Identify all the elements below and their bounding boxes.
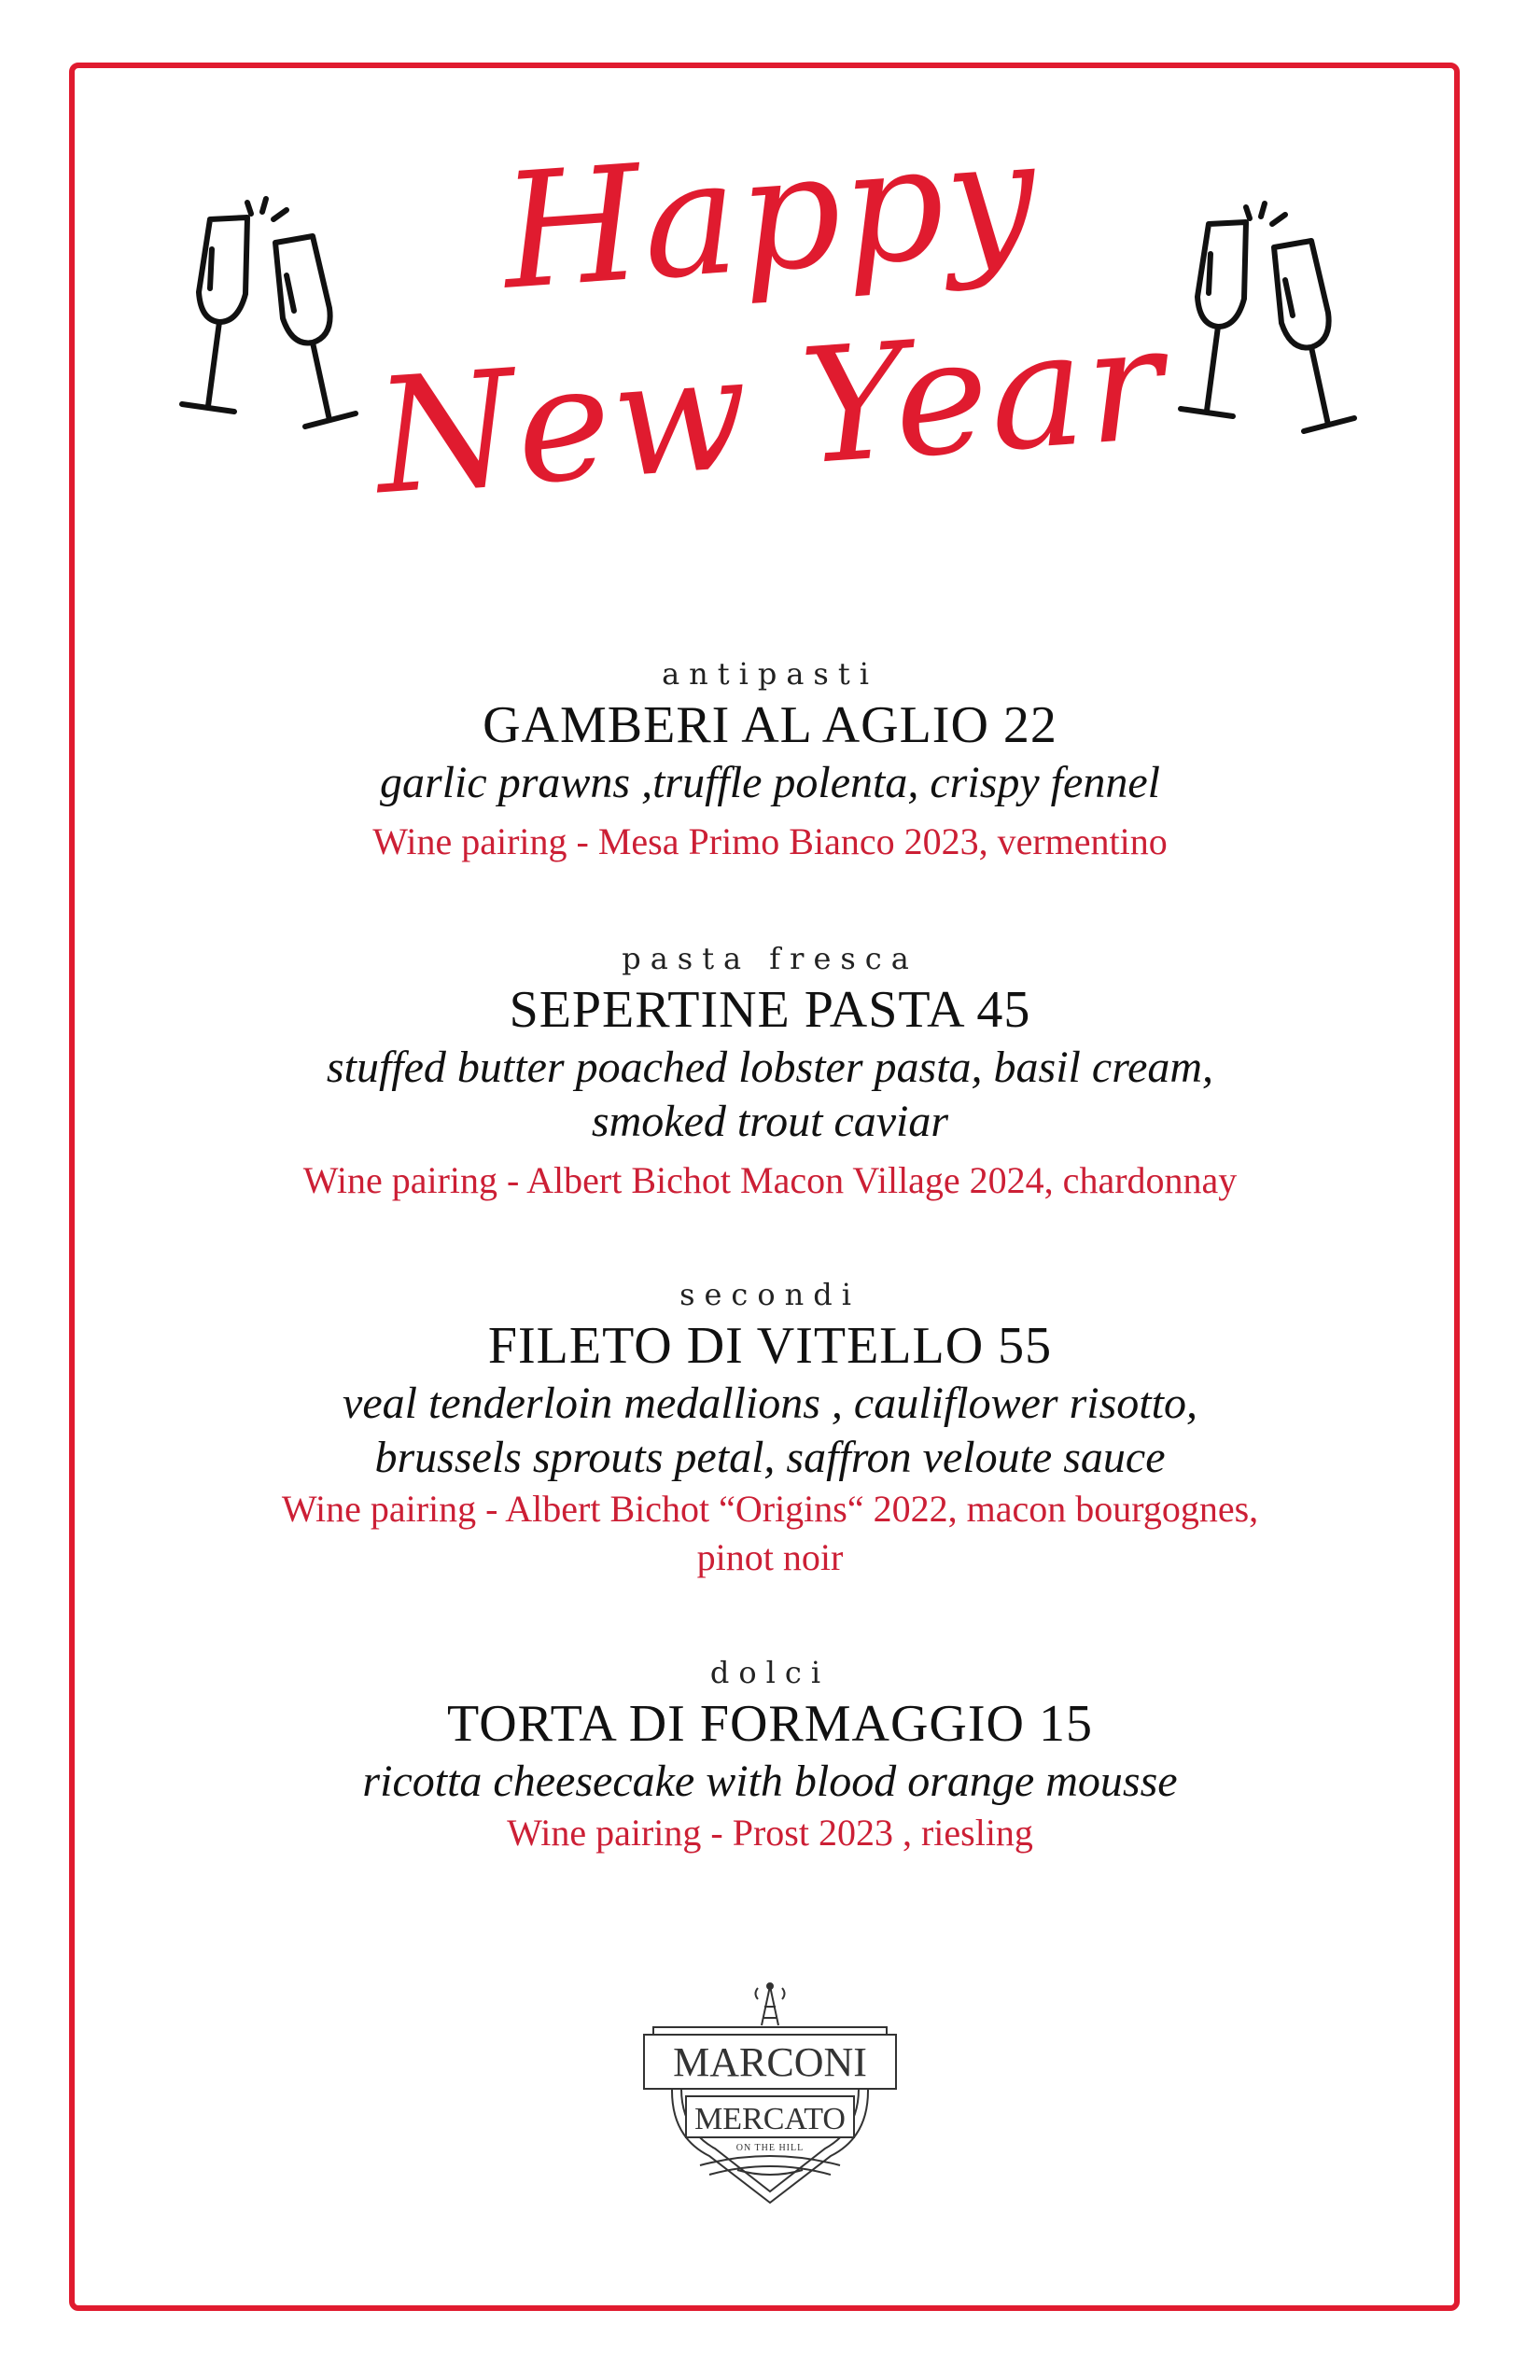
dish-description: ricotta cheesecake with blood orange mousse [362,1757,1178,1806]
wine-pairing: Wine pairing - Prost 2023 , riesling [507,1812,1033,1854]
dish-name: SEPERTINE PASTA 45 [509,981,1031,1039]
wine-pairing: Wine pairing - Albert Bichot “Origins“ 2022, macon bourgognes, [281,1488,1259,1530]
logo-text-mercato: MERCATO [694,2102,846,2136]
menu-section-dolci [93,1652,1447,1857]
logo-text-on-the-hill: ON THE HILL [735,2143,805,2153]
wine-pairing: Wine pairing - Albert Bichot Macon Village 2024, chardonnay [302,1159,1238,1201]
dish-name: FILETO DI VITELLO 55 [487,1317,1053,1375]
wine-pairing: Wine pairing - Mesa Primo Bianco 2023, vermentino [372,820,1168,862]
category-label: secondi [679,1277,861,1312]
dish-name: GAMBERI AL AGLIO 22 [483,696,1057,754]
title-new-year: New Year [370,290,1170,531]
logo-text-marconi: MARCONI [673,2039,867,2085]
title-happy: Happy [497,104,1043,326]
menu-section-pasta-fresca [93,938,1447,1205]
category-label: antipasti [662,656,878,692]
dish-description: garlic prawns ,truffle polenta, crispy fennel [380,758,1160,807]
dish-description: veal tenderloin medallions , cauliflower risotto, [343,1379,1197,1428]
dish-description: stuffed butter poached lobster pasta, basil cream, [326,1043,1214,1092]
menu-section-antipasti [93,653,1447,866]
menu-section-secondi [93,1274,1447,1582]
category-label: pasta fresca [622,941,918,976]
wine-pairing: pinot noir [696,1536,844,1578]
marconi-mercato-logo [635,1979,905,2212]
dish-description: brussels sprouts petal, saffron veloute sauce [374,1433,1166,1482]
dish-description: smoked trout caviar [591,1097,949,1146]
category-label: dolci [709,1655,831,1690]
dish-name: TORTA DI FORMAGGIO 15 [447,1695,1093,1753]
